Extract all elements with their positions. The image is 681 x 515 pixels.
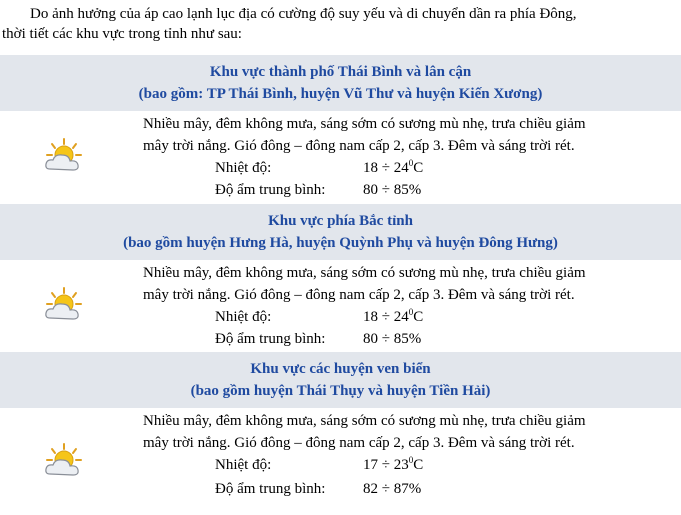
forecast-description bbox=[143, 410, 678, 454]
region-header-thai-binh-city bbox=[0, 55, 681, 111]
humidity-label: Độ ẩm trung bình: bbox=[215, 481, 326, 497]
temperature-row bbox=[215, 157, 423, 179]
temperature-value: $17 \div 23^0C$ bbox=[363, 455, 424, 473]
temperature-row bbox=[215, 306, 423, 328]
intro-paragraph bbox=[2, 4, 678, 44]
forecast-line-1: Nhiều mây, đêm không mưa, sáng sớm có sương mù nhẹ, trưa chiều giảm bbox=[143, 116, 586, 132]
temperature-value: $18 \div 24^0C$ bbox=[363, 307, 424, 325]
intro-line-1: Do ảnh hưởng của áp cao lạnh lục địa có cường độ suy yếu và di chuyển dần ra phía Đông, bbox=[30, 6, 577, 22]
forecast-line-2: mây trời nắng. Gió đông – đông nam cấp 2, cấp 3. Đêm và sáng trời rét. bbox=[143, 435, 575, 451]
temperature-value: $18 \div 24^0C$ bbox=[363, 158, 424, 176]
forecast-line-1: Nhiều mây, đêm không mưa, sáng sớm có sương mù nhẹ, trưa chiều giảm bbox=[143, 265, 586, 281]
region-header-coastal bbox=[0, 352, 681, 408]
temperature-label: Nhiệt độ: bbox=[215, 160, 272, 176]
region-subtitle: (bao gồm huyện Hưng Hà, huyện Quỳnh Phụ và huyện Đông Hưng) bbox=[123, 235, 558, 251]
humidity-row bbox=[215, 478, 421, 500]
region-forecast-north bbox=[0, 260, 681, 350]
temperature-row bbox=[215, 454, 423, 476]
region-forecast-thai-binh-city bbox=[0, 111, 681, 201]
humidity-row bbox=[215, 328, 421, 350]
region-subtitle: (bao gồm: TP Thái Bình, huyện Vũ Thư và huyện Kiến Xương) bbox=[138, 86, 543, 102]
forecast-description bbox=[143, 113, 678, 157]
forecast-line-2: mây trời nắng. Gió đông – đông nam cấp 2, cấp 3. Đêm và sáng trời rét. bbox=[143, 287, 575, 303]
temperature-label: Nhiệt độ: bbox=[215, 309, 272, 325]
region-header-north bbox=[0, 204, 681, 260]
region-title: Khu vực các huyện ven biển bbox=[250, 361, 431, 377]
forecast-line-2: mây trời nắng. Gió đông – đông nam cấp 2, cấp 3. Đêm và sáng trời rét. bbox=[143, 138, 575, 154]
humidity-row bbox=[215, 179, 421, 201]
humidity-value: 82 ÷ 87% bbox=[363, 481, 422, 497]
humidity-value: 80 ÷ 85% bbox=[363, 331, 422, 347]
partly-cloudy-sun-icon bbox=[42, 442, 84, 480]
humidity-label: Độ ẩm trung bình: bbox=[215, 331, 326, 347]
partly-cloudy-sun-icon bbox=[42, 137, 84, 175]
partly-cloudy-sun-icon bbox=[42, 286, 84, 324]
region-forecast-coastal bbox=[0, 408, 681, 498]
region-title: Khu vực phía Bắc tỉnh bbox=[268, 213, 413, 229]
intro-line-2: thời tiết các khu vực trong tỉnh như sau: bbox=[2, 26, 242, 42]
region-title: Khu vực thành phố Thái Bình và lân cận bbox=[209, 64, 472, 80]
forecast-line-1: Nhiều mây, đêm không mưa, sáng sớm có sương mù nhẹ, trưa chiều giảm bbox=[143, 413, 586, 429]
forecast-description bbox=[143, 262, 678, 306]
humidity-value: 80 ÷ 85% bbox=[363, 182, 422, 198]
region-subtitle: (bao gồm huyện Thái Thụy và huyện Tiền Hải) bbox=[190, 383, 491, 399]
humidity-label: Độ ẩm trung bình: bbox=[215, 182, 326, 198]
temperature-label: Nhiệt độ: bbox=[215, 457, 272, 473]
